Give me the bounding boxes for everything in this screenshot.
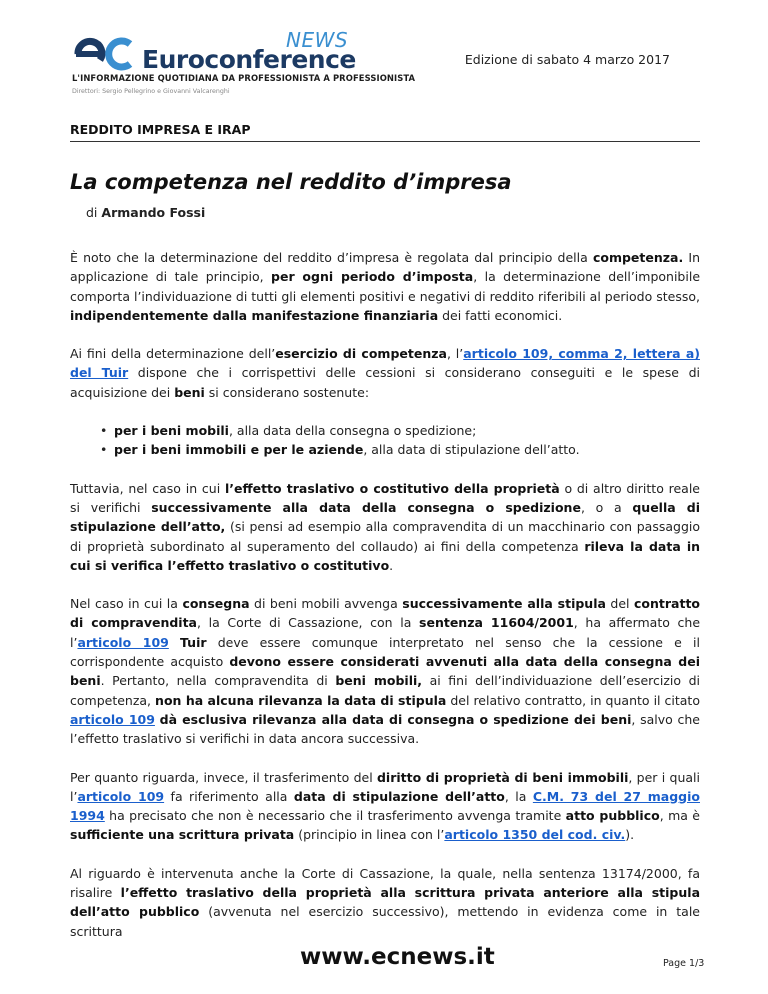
bullet-list bbox=[114, 421, 700, 460]
directors-line: Direttori: Sergio Pellegrino e Giovanni Valcarenghi bbox=[72, 88, 230, 95]
link-articolo-109[interactable]: articolo 109 bbox=[77, 788, 165, 804]
paragraph-5: Per quanto riguarda, invece, il trasferimento del diritto di proprietà di beni immobili, per i quali l’articolo 109 fa riferimento alla data di stipulazione dell’atto, la C.M. 73 del 27 maggio 1994 ha precisato che non è necessario che il trasferimento avvenga tramite atto pubblico, ma è sufficiente una scrittura privata (principio in linea con l’articolo 1350 del cod. civ.). bbox=[70, 769, 700, 843]
section-heading: REDDITO IMPRESA E IRAP bbox=[70, 122, 700, 142]
link-articolo-1350-cod-civ[interactable]: articolo 1350 del cod. civ. bbox=[444, 827, 626, 843]
footer-url: www.ecnews.it bbox=[300, 944, 495, 970]
news-label: NEWS bbox=[286, 28, 349, 52]
byline-prefix: di bbox=[86, 205, 98, 220]
paragraph-3: Tuttavia, nel caso in cui l’effetto traslativo o costitutivo della proprietà o di altro diritto reale si verifichi successivamente alla data della consegna o spedizione, o a quella di stipulazione dell’atto, (si pensi ad esempio alla compravendita di un macchinario con passaggio di proprietà subordinato al superamento del collaudo) ai fini della competenza rileva la data in cui si verifica l’effetto traslativo o costitutivo. bbox=[70, 480, 701, 573]
euroconference-logo bbox=[70, 28, 416, 100]
author-name: Armando Fossi bbox=[101, 205, 206, 220]
article-title: La competenza nel reddito d’impresa bbox=[70, 170, 512, 194]
list-item: • per i beni immobili e per le aziende, alla data di stipulazione dell’atto. bbox=[114, 440, 700, 459]
list-item: • per i beni mobili, alla data della consegna o spedizione; bbox=[114, 421, 700, 440]
article-body bbox=[70, 248, 700, 960]
brand-name: Euroconference bbox=[142, 45, 356, 74]
paragraph-4: Nel caso in cui la consegna di beni mobili avvenga successivamente alla stipula del contratto di compravendita, la Corte di Cassazione, con la sentenza 11604/2001, ha affermato che l’articolo 109 Tuir deve essere comunque interpretato nel senso che la cessione e il corrispondente acquisto devono essere considerati avvenuti alla data della consegna dei beni. Pertanto, nella compravendita di beni mobili, ai fini dell’individuazione dell’esercizio di competenza, non ha alcuna rilevanza la data di stipula del relativo contratto, in quanto il citato articolo 109 dà esclusiva rilevanza alla data di consegna o spedizione dei beni, salvo che l’effetto traslativo si verifichi in data ancora successiva. bbox=[70, 596, 701, 747]
page-number: Page 1/3 bbox=[663, 958, 705, 969]
edition-date: Edizione di sabato 4 marzo 2017 bbox=[464, 52, 670, 67]
paragraph-2: Ai fini della determinazione dell’esercizio di competenza, l’articolo 109, comma 2, lettera a) del Tuir dispone che i corrispettivi delle cessioni si considerano conseguiti e le spese di acquisizione dei beni si considerano sostenute: bbox=[70, 346, 700, 400]
byline bbox=[86, 205, 205, 220]
link-articolo-109[interactable]: articolo 109 bbox=[77, 634, 169, 650]
tagline: L'INFORMAZIONE QUOTIDIANA DA PROFESSIONISTA A PROFESSIONISTA bbox=[72, 73, 416, 83]
ec-logo-mark bbox=[70, 34, 140, 72]
paragraph-1: È noto che la determinazione del reddito d’impresa è regolata dal principio della competenza. In applicazione di tale principio, per ogni periodo d’imposta, la determinazione dell’imponibile comporta l’individuazione di tutti gli elementi positivi e negativi di reddito riferibili al periodo stesso, indipendentemente dalla manifestazione finanziaria dei fatti economici. bbox=[70, 250, 701, 323]
link-articolo-109-comma-2[interactable]: articolo 109, comma 2, lettera a) del Tuir bbox=[70, 346, 700, 381]
paragraph-6: Al riguardo è intervenuta anche la Corte di Cassazione, la quale, nella sentenza 13174/2000, fa risalire l’effetto traslativo della proprietà alla scrittura privata anteriore alla stipula dell’atto pubblico (avvenuta nel esercizio successivo), mettendo in evidenza come in tale scrittura bbox=[70, 865, 701, 939]
link-cm-73-1994[interactable]: C.M. 73 del 27 maggio 1994 bbox=[70, 788, 700, 824]
link-articolo-109[interactable]: articolo 109 bbox=[70, 711, 155, 727]
